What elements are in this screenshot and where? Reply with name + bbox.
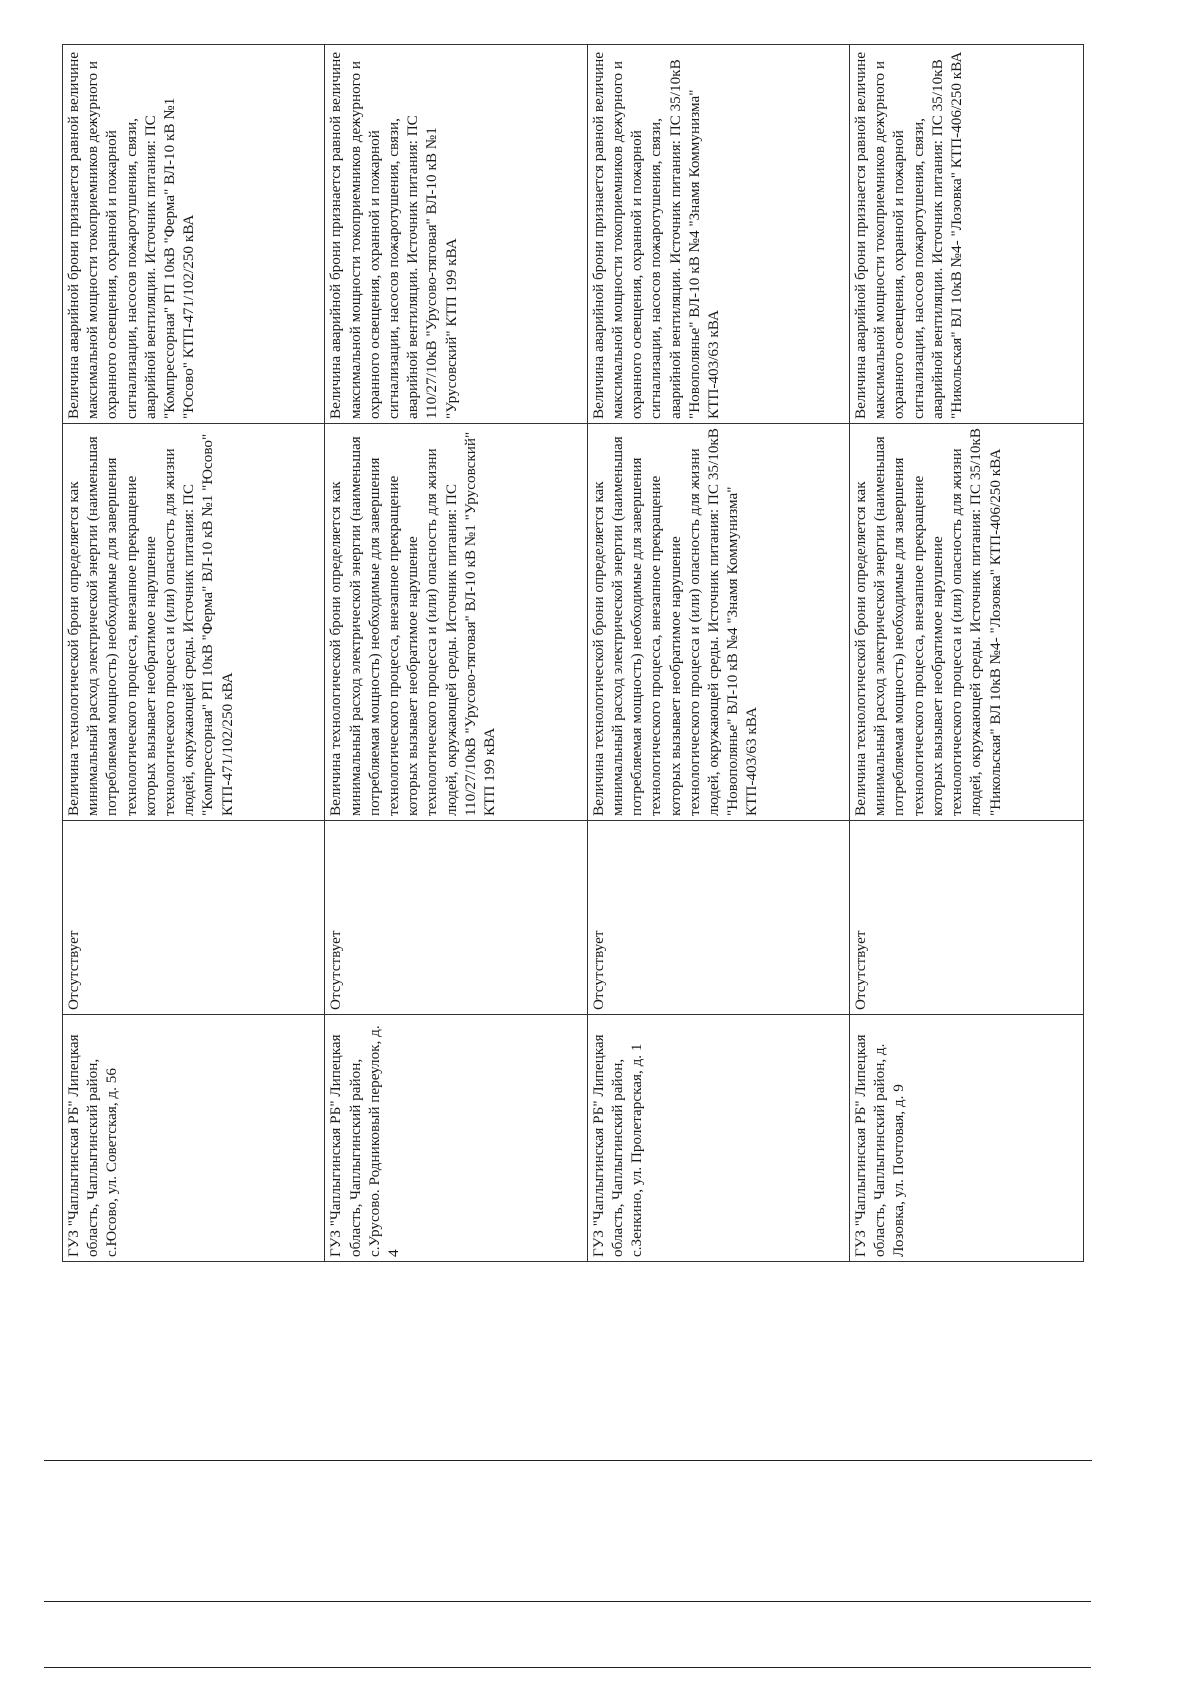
rotated-table-wrapper: [62, 44, 1084, 1262]
emergency-reserve-cell: Величина аварийной брони признается равной величине максимальной мощности токоприемников дежурного и охранного освещения, охранной и пожарной сигнализации, насосов пожаротушения, связи, аварийной вентиляции. Источник питания: ПС 110/27/10кВ "Урусово-тяговая" ВЛ-10 кВ №1 "Урусовский" КТП 199 кВА: [325, 45, 587, 424]
organization-cell: ГУЗ "Чаплыгинская РБ" Липецкая область, Чаплыгинский район, с.Юсово, ул. Советская, д. 56: [63, 1015, 325, 1262]
emergency-reserve-cell: Величина аварийной брони признается равной величине максимальной мощности токоприемников дежурного и охранного освещения, охранной и пожарной сигнализации, насосов пожаротушения, связи, аварийной вентиляции. Источник питания: ПС "Компрессорная" РП 10кВ "Ферма" ВЛ-10 кВ №1 "Юсово" КТП-471/102/250 кВА: [63, 45, 325, 424]
divider-line: [44, 1460, 1092, 1461]
technological-reserve-cell: Величина технологической брони определяется как минимальный расход электрической энергии (наименьшая потребляемая мощность) необходимые для завершения технологического процесса, внезапное прекращение которых вызывает необратимое нарушение технологического процесса и (или) опасность для жизни людей, окружающей среды. Источник питания: ПС 110/27/10кВ "Урусово-тяговая" ВЛ-10 кВ №1 "Урусовский" КТП 199 кВА: [325, 424, 587, 821]
divider-line: [44, 1667, 1091, 1668]
status-cell: Отсутствует: [587, 821, 849, 1015]
table-row: [63, 45, 325, 1262]
organization-cell: ГУЗ "Чаплыгинская РБ" Липецкая область, Чаплыгинский район, д. Лозовка, ул. Почтовая, д. 9: [850, 1015, 1084, 1262]
reserve-table: [62, 44, 1084, 1262]
status-cell: Отсутствует: [850, 821, 1084, 1015]
table-row: [587, 45, 849, 1262]
emergency-reserve-cell: Величина аварийной брони признается равной величине максимальной мощности токоприемников дежурного и охранного освещения, охранной и пожарной сигнализации, насосов пожаротушения, связи, аварийной вентиляции. Источник питания: ПС 35/10кВ "Никольская" ВЛ 10кВ №4- "Лозовка" КТП-406/250 кВА: [850, 45, 1084, 424]
status-cell: Отсутствует: [325, 821, 587, 1015]
technological-reserve-cell: Величина технологической брони определяется как минимальный расход электрической энергии (наименьшая потребляемая мощность) необходимые для завершения технологического процесса, внезапное прекращение которых вызывает необратимое нарушение технологического процесса и (или) опасность для жизни людей, окружающей среды. Источник питания: ПС "Компрессорная" РП 10кВ "Ферма" ВЛ-10 кВ №1 "Юсово" КТП-471/102/250 кВА: [63, 424, 325, 821]
table-row: [850, 45, 1084, 1262]
table-row: [325, 45, 587, 1262]
divider-line: [44, 1601, 1091, 1602]
organization-cell: ГУЗ "Чаплыгинская РБ" Липецкая область, Чаплыгинский район, с.Урусово. Родниковый переулок, д. 4: [325, 1015, 587, 1262]
organization-cell: ГУЗ "Чаплыгинская РБ" Липецкая область, Чаплыгинский район, с.Зенкино, ул. Пролетарская, д. 1: [587, 1015, 849, 1262]
technological-reserve-cell: Величина технологической брони определяется как минимальный расход электрической энергии (наименьшая потребляемая мощность) необходимые для завершения технологического процесса, внезапное прекращение которых вызывает необратимое нарушение технологического процесса и (или) опасность для жизни людей, окружающей среды. Источник питания: ПС 35/10кВ "Никольская" ВЛ 10кВ №4- "Лозовка" КТП-406/250 кВА: [850, 424, 1084, 821]
status-cell: Отсутствует: [63, 821, 325, 1015]
emergency-reserve-cell: Величина аварийной брони признается равной величине максимальной мощности токоприемников дежурного и охранного освещения, охранной и пожарной сигнализации, насосов пожаротушения, связи, аварийной вентиляции. Источник питания: ПС 35/10кВ "Новополянье" ВЛ-10 кВ №4 "Знамя Коммунизма" КТП-403/63 кВА: [587, 45, 849, 424]
technological-reserve-cell: Величина технологической брони определяется как минимальный расход электрической энергии (наименьшая потребляемая мощность) необходимые для завершения технологического процесса, внезапное прекращение которых вызывает необратимое нарушение технологического процесса и (или) опасность для жизни людей, окружающей среды. Источник питания: ПС 35/10кВ "Новополянье" ВЛ-10 кВ №4 "Знамя Коммунизма" КТП-403/63 кВА: [587, 424, 849, 821]
